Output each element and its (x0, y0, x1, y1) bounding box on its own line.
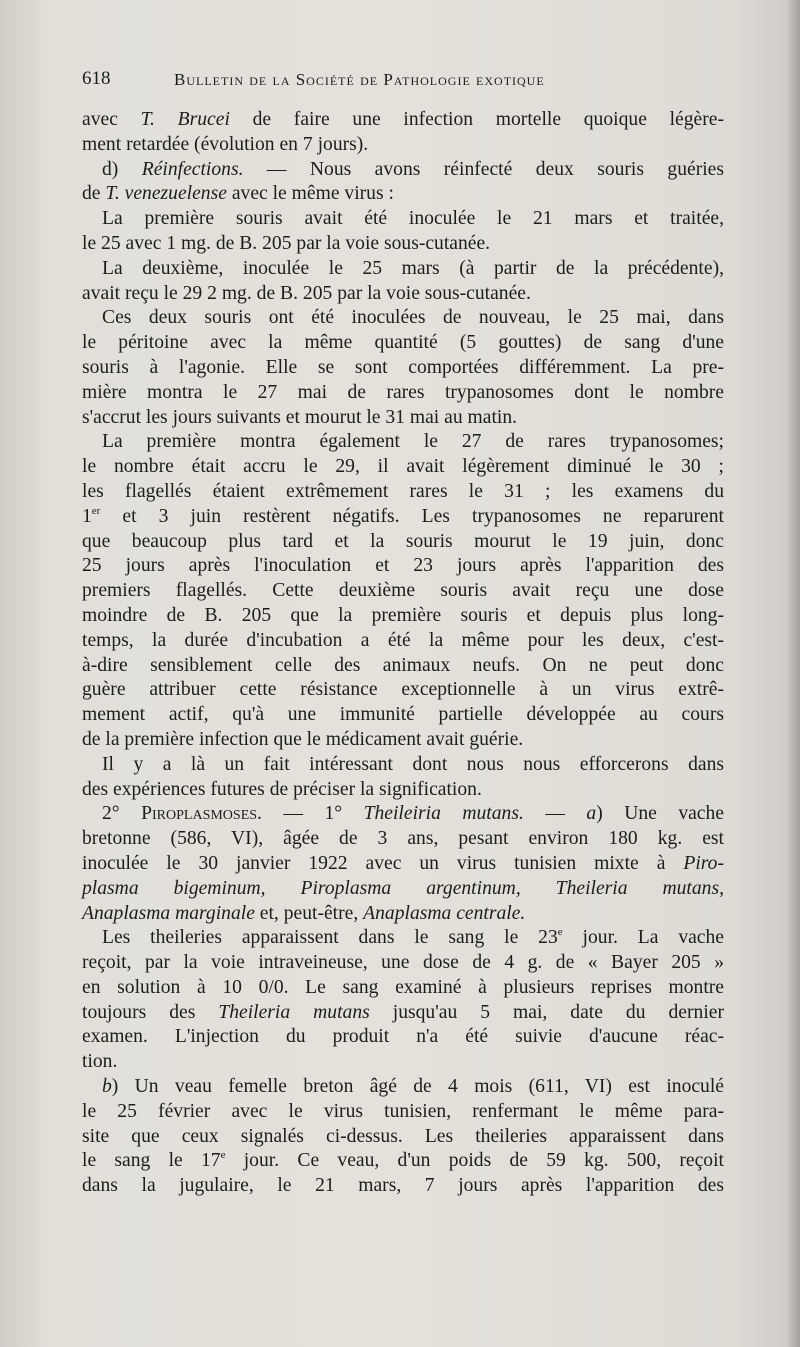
text-line (82, 778, 724, 803)
text-line (82, 1149, 724, 1174)
text-segment: le sang le 17 (82, 1150, 221, 1172)
text-segment: Piro- (683, 852, 724, 874)
text-segment: 2° (102, 803, 142, 825)
text-line (82, 182, 724, 207)
text-segment: en solution à 10 0/0. Le sang examiné à plusieurs reprises montre (82, 976, 724, 998)
text-segment: jusqu'au 5 mai, date du dernier (369, 1001, 724, 1023)
text-segment: ) Un veau femelle breton âgé de 4 mois (611, VI) est inoculé (111, 1076, 724, 1098)
text-line (82, 852, 724, 877)
text-segment: La première montra également le 27 de rares trypanosomes; (102, 431, 724, 453)
text-line (82, 554, 724, 579)
text-line (82, 207, 724, 232)
text-segment: et, peut-être, (254, 902, 364, 924)
text-line (82, 282, 724, 307)
text-segment: à-dire sensiblement celle des animaux neufs. On ne peut donc (82, 654, 724, 676)
text-line (82, 158, 724, 183)
text-segment: avec (82, 109, 141, 130)
text-segment: Theileiria mutans. (363, 803, 524, 825)
text-segment: moindre de B. 205 que la première souris et depuis plus long- (82, 604, 724, 626)
text-line (82, 505, 724, 530)
text-segment: — 1° (261, 803, 364, 825)
text-segment: plasma bigeminum, Piroplasma argentinum, Theileria mutans, (82, 877, 724, 899)
text-segment: ) Une vache (596, 803, 725, 825)
page-number: 618 (82, 68, 111, 89)
text-segment: toujours des (82, 1001, 219, 1023)
text-line (82, 331, 724, 356)
text-segment: le péritoine avec la même quantité (5 gouttes) de sang d'une (82, 332, 724, 354)
text-segment: mement actif, qu'à une immunité partielle développée au cours (82, 704, 724, 726)
text-line (82, 1075, 724, 1100)
text-line (82, 133, 724, 158)
text-segment: site que ceux signalés ci-dessus. Les theileries apparaissent dans (82, 1125, 724, 1147)
text-line (82, 728, 724, 753)
text-line (82, 108, 724, 133)
text-line (82, 877, 724, 902)
text-segment: 1 (82, 505, 92, 527)
text-segment: guère attribuer cette résistance exceptionnelle à un virus extrê- (82, 679, 724, 701)
text-line (82, 753, 724, 778)
text-segment: Theileria mutans (218, 1001, 370, 1023)
text-segment: tion. (82, 1051, 118, 1073)
text-line (82, 678, 724, 703)
text-segment: avec le même virus : (226, 183, 394, 205)
text-segment: que beaucoup plus tard et la souris mourut le 19 juin, donc (82, 530, 724, 552)
text-segment: jour. Ce veau, d'un poids de 59 kg. 500, reçoit (225, 1150, 724, 1172)
text-line (82, 232, 724, 257)
text-line (82, 703, 724, 728)
text-segment: b (102, 1076, 112, 1098)
text-segment: La deuxième, inoculée le 25 mars (à partir de la précédente), (102, 257, 724, 279)
text-line (82, 604, 724, 629)
text-segment: mière montra le 27 mai de rares trypanosomes dont le nombre (82, 381, 724, 403)
text-segment: dans la jugulaire, le 21 mars, 7 jours après l'apparition des (82, 1175, 724, 1197)
text-segment: Réinfections. (141, 158, 244, 180)
text-segment: de (82, 183, 106, 205)
text-line (82, 1125, 724, 1150)
text-segment: s'accrut les jours suivants et mourut le 31 mai au matin. (82, 406, 518, 428)
text-segment: et 3 juin restèrent négatifs. Les trypanosomes ne reparurent (100, 505, 724, 527)
text-segment: de faire une infection mortelle quoique légère- (229, 109, 724, 130)
text-segment: reçoit, par la voie intraveineuse, une dose de 4 g. de « Bayer 205 » (82, 952, 724, 974)
text-segment: e (220, 1149, 226, 1162)
text-line (82, 579, 724, 604)
text-segment: examen. L'injection du produit n'a été suivie d'aucune réac- (82, 1026, 724, 1048)
text-segment: Anaplasma centrale. (363, 902, 526, 924)
page-edge-shadow (786, 0, 800, 1347)
text-line (82, 654, 724, 679)
text-line (82, 430, 724, 455)
text-segment: 25 jours après l'inoculation et 23 jours après l'apparition des (82, 555, 724, 577)
page-header (82, 64, 722, 94)
text-segment: avait reçu le 29 2 mg. de B. 205 par la voie sous-cutanée. (82, 282, 531, 304)
text-line (82, 257, 724, 282)
text-segment: temps, la durée d'incubation a été la même pour les deux, c'est- (82, 629, 724, 651)
text-segment: ment retardée (évolution en 7 jours). (82, 133, 369, 155)
text-segment: e (557, 926, 563, 939)
text-segment: Les theileries apparaissent dans le sang le 23 (102, 927, 558, 949)
text-segment: bretonne (586, VI), âgée de 3 ans, pesant environ 180 kg. est (82, 828, 724, 850)
text-segment: Anaplasma marginale (82, 902, 255, 924)
text-segment: a (586, 803, 597, 825)
text-line (82, 976, 724, 1001)
running-title: Bulletin de la Société de Pathologie exotique (174, 70, 545, 89)
text-segment: souris à l'agonie. Elle se sont comportées différemment. La pre- (82, 356, 724, 378)
text-line (82, 406, 724, 431)
text-line (82, 827, 724, 852)
text-line (82, 1001, 724, 1026)
text-line (82, 1050, 724, 1075)
text-line (82, 629, 724, 654)
text-segment: er (91, 504, 101, 517)
text-segment: T. venezuelense (105, 183, 227, 205)
text-segment: Il y a là un fait intéressant dont nous nous efforcerons dans (102, 753, 724, 775)
text-line (82, 951, 724, 976)
text-line (82, 530, 724, 555)
text-segment: T. Brucei (140, 109, 230, 130)
text-line (82, 1100, 724, 1125)
text-line (82, 381, 724, 406)
text-line (82, 926, 724, 951)
text-line (82, 802, 724, 827)
text-segment: Ces deux souris ont été inoculées de nouveau, le 25 mai, dans (102, 307, 724, 329)
text-segment: — Nous avons réinfecté deux souris guéries (243, 158, 724, 180)
text-segment: premiers flagellés. Cette deuxième souris avait reçu une dose (82, 580, 724, 602)
text-segment: le 25 avec 1 mg. de B. 205 par la voie sous-cutanée. (82, 232, 491, 254)
text-segment: les flagellés étaient extrêmement rares le 31 ; les examens du (82, 480, 724, 502)
text-line (82, 356, 724, 381)
text-segment: inoculée le 30 janvier 1922 avec un virus tunisien mixte à (82, 852, 684, 874)
text-line (82, 1025, 724, 1050)
text-line (82, 306, 724, 331)
text-segment: de la première infection que le médicament avait guérie. (82, 728, 524, 750)
text-segment: jour. La vache (562, 927, 725, 949)
text-line (82, 1174, 724, 1199)
text-segment: Piroplasmoses. (141, 803, 262, 825)
body-text (82, 108, 724, 1199)
text-segment: d) (102, 158, 142, 180)
text-line (82, 455, 724, 480)
text-segment: des expériences futures de préciser la signification. (82, 778, 482, 800)
text-segment: le 25 février avec le virus tunisien, renfermant le même para- (82, 1100, 724, 1122)
text-line (82, 480, 724, 505)
text-line (82, 902, 724, 927)
text-segment: La première souris avait été inoculée le 21 mars et traitée, (102, 208, 724, 230)
text-segment: le nombre était accru le 29, il avait légèrement diminué le 30 ; (82, 456, 724, 478)
text-segment: — (523, 803, 587, 825)
